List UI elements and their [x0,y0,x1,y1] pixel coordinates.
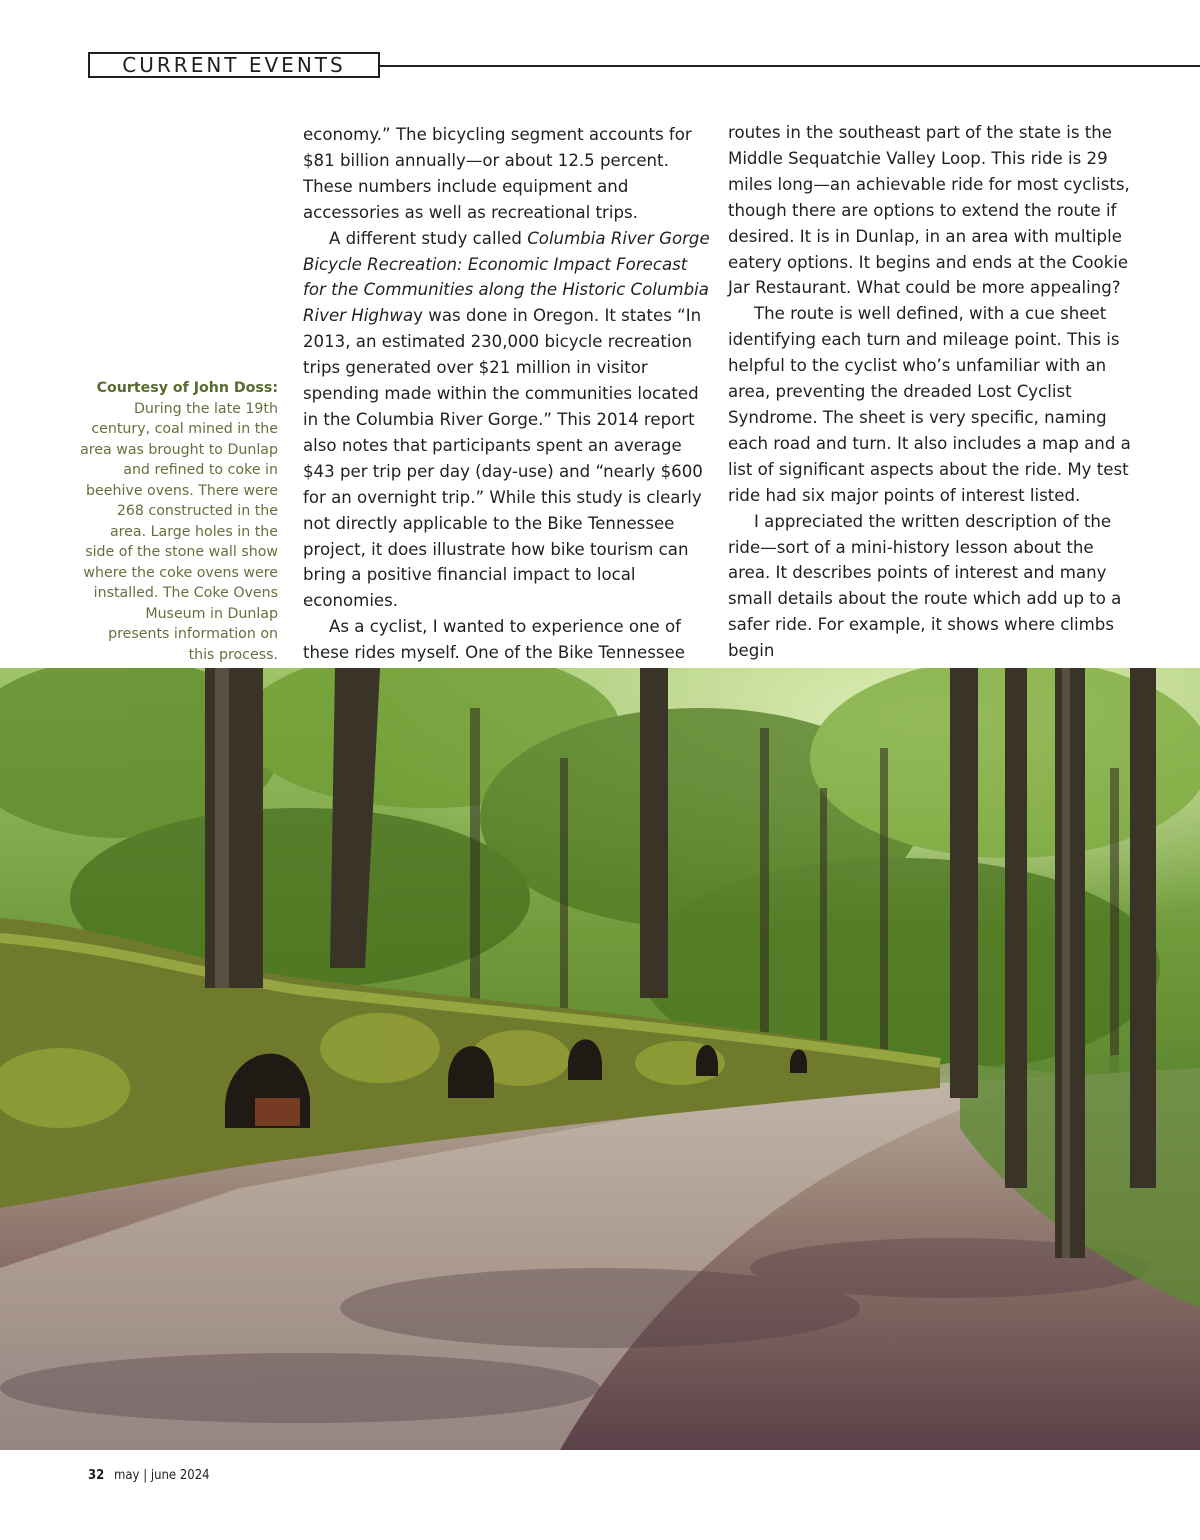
photo-caption [80,378,278,665]
paragraph: I appreciated the written description of the ride—sort of a mini-history lesson about the area. It describes points of interest and many small details about the route which add up to a safer ride. For example, it shows where climbs begin [728,511,1122,661]
paragraph-rest: y was done in Oregon. It states “In 2013, an estimated 230,000 bicycle recreation trips generated over $21 million in visitor spending made within the communities located in the Columbia River Gorge.” This 2014 report also notes that participants spent an average $43 per trip per day (day-use) and “nearly $600 for an overnight trip.” While this study is clearly not directly applicable to the Bike Tennessee project, it does illustrate how bike tourism can bring a positive financial impact to local economies. [303,306,703,611]
coke-ovens-forest-photo [0,668,1200,1450]
photo-credit: Courtesy of John Doss: [96,380,278,396]
paragraph: routes in the southeast part of the state is the Middle Sequatchie Valley Loop. This ride is 29 miles long—an achievable ride for most cyclists, though there are options to extend the route if desired. It is in Dunlap, in an area with multiple eatery options. It begins and ends at the Cookie Jar Restaurant. What could be more appealing? [728,123,1130,298]
page-footer [88,1468,210,1483]
paragraph-lead: A different study called [329,228,528,248]
issue-date: may | june 2024 [114,1468,210,1483]
paragraph: As a cyclist, I wanted to experience one of these rides myself. One of the Bike Tennessee [303,617,685,663]
study-title: Columbia River Gorge Bicycle Recreation: Economic Impact Forecast for the Communities along the Historic Columbia River Highwa [303,228,710,326]
section-header [88,52,380,78]
section-title: CURRENT EVENTS [122,53,346,77]
caption-text: During the late 19th century, coal mined in the area was brought to Dunlap and refined to coke in beehive ovens. There were 268 constructed in the area. Large holes in the side of the stone wall show where the coke ovens were installed. The Coke Ovens Museum in Dunlap presents information on this process. [80,400,278,663]
page-number: 32 [88,1468,105,1483]
article-column-right [728,120,1138,664]
header-rule [380,65,1200,67]
paragraph: economy.” The bicycling segment accounts for $81 billion annually—or about 12.5 percent. These numbers include equipment and accessories as well as recreational trips. [303,125,692,222]
paragraph: The route is well defined, with a cue sheet identifying each turn and mileage point. This is helpful to the cyclist who’s unfamiliar with an area, preventing the dreaded Lost Cyclist Syndrome. The sheet is very specific, naming each road and turn. It also includes a map and a list of significant aspects about the ride. My test ride had six major points of interest listed. [728,304,1131,505]
paragraph [303,226,713,615]
article-column-left [303,122,713,666]
